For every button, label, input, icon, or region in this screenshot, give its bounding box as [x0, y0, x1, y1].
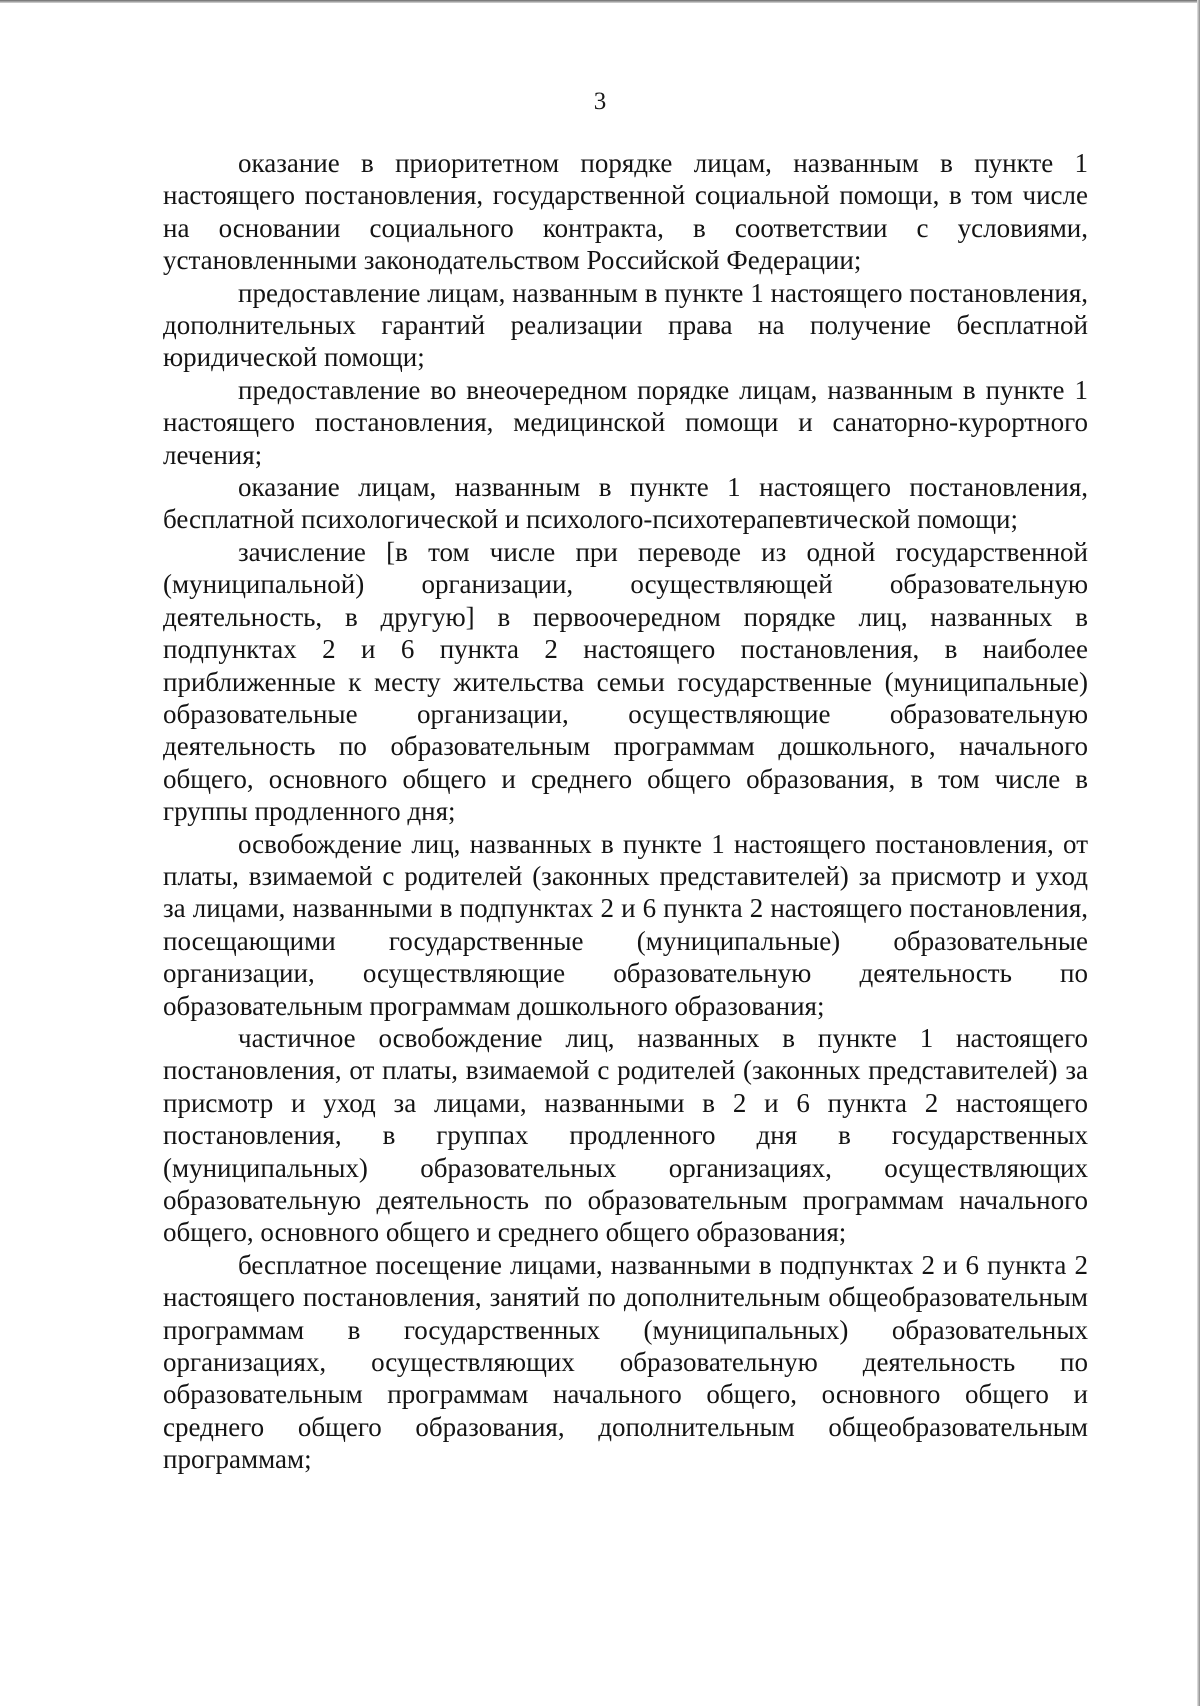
paragraph-partial-fee-exemption: частичное освобождение лиц, названных в пункте 1 настоящего постановления, от платы, взимаемой с родителей (законных представителей) за присмотр и уход за лицами, названными в 2 и 6 пункта 2 настоящего постановления, в группах продленного дня в государственных (муниципальных) образовательных организациях, осуществляющих образовательную деятельность по образовательным программам начального общего, основного общего и среднего общего образования;	[163, 1022, 1088, 1248]
paragraph-legal-aid: предоставление лицам, названным в пункте 1 настоящего постановления, дополнительных гарантий реализации права на получение бесплатной юридической помощи;	[163, 277, 1088, 373]
scan-top-edge	[0, 0, 1200, 3]
paragraph-medical-care: предоставление во внеочередном порядке лицам, названным в пункте 1 настоящего постановления, медицинской помощи и санаторно-курортного лечения;	[163, 374, 1088, 470]
paragraph-school-enrollment: зачисление [в том числе при переводе из одной государственной (муниципальной) организации, осуществляющей образовательную деятельность, в другую] в первоочередном порядке лиц, названных в подпунктах 2 и 6 пункта 2 настоящего постановления, в наиболее приближенные к месту жительства семьи государственные (муниципальные) образовательные организации, осуществляющие образовательную деятельность по образовательным программам дошкольного, начального общего, основного общего и среднего общего образования, в том числе в группы продленного дня;	[163, 536, 1088, 827]
document-body	[163, 147, 1088, 1476]
paragraph-free-extra-classes: бесплатное посещение лицами, названными в подпунктах 2 и 6 пункта 2 настоящего постановления, занятий по дополнительным общеобразовательным программам в государственных (муниципальных) образовательных организациях, осуществляющих образовательную деятельность по образовательным программам начального общего, основного общего и среднего общего образования, дополнительным общеобразовательным программам;	[163, 1249, 1088, 1475]
page-number: 3	[593, 88, 607, 115]
paragraph-social-assistance: оказание в приоритетном порядке лицам, названным в пункте 1 настоящего постановления, государственной социальной помощи, в том числе на основании социального контракта, в соответствии с условиями, установленными законодательством Российской Федерации;	[163, 148, 1088, 276]
paragraph-preschool-fee-exemption: освобождение лиц, названных в пункте 1 настоящего постановления, от платы, взимаемой с родителей (законных представителей) за присмотр и уход за лицами, названными в подпунктах 2 и 6 пункта 2 настоящего постановления, посещающими государственные (муниципальные) образовательные организации, осуществляющие образовательную деятельность по образовательным программам дошкольного образования;	[163, 828, 1088, 1021]
paragraph-psychological-aid: оказание лицам, названным в пункте 1 настоящего постановления, бесплатной психологической и психолого-психотерапевтической помощи;	[163, 472, 1088, 535]
